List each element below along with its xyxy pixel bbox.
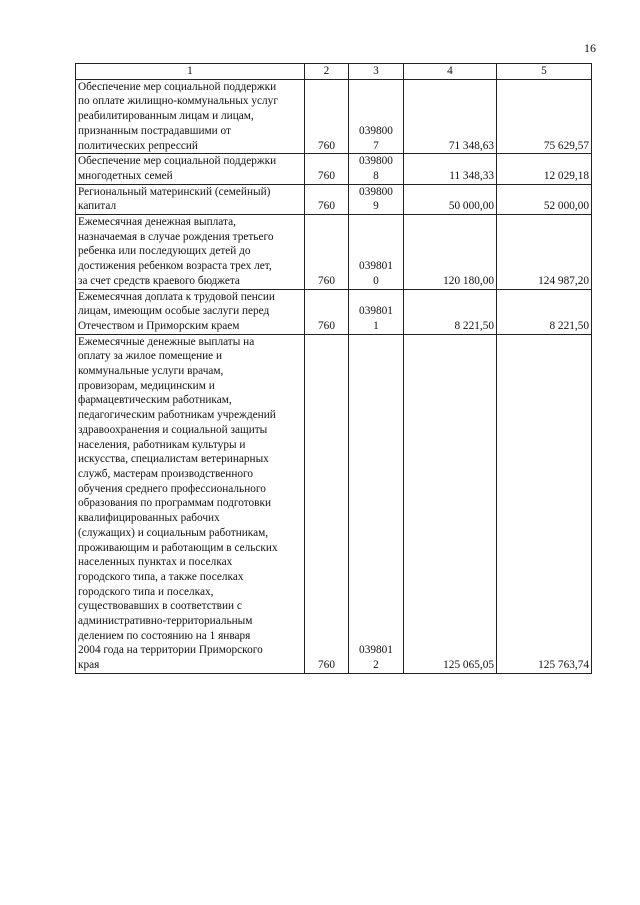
row-name-line: фармацевтическим работникам,	[78, 394, 232, 407]
row-csr-cell	[349, 154, 404, 184]
row-csr-line: 8	[373, 169, 379, 182]
row-name-line: Ежемесячные денежные выплаты на	[78, 335, 255, 348]
row-csr-line: 7	[373, 139, 379, 152]
row-amount-1-cell: 8 221,50	[404, 289, 497, 334]
row-csr-line: 9	[373, 200, 379, 213]
row-csr-line: 039800	[359, 155, 393, 168]
row-name-line: назначаемая в случае рождения третьего	[78, 230, 274, 243]
budget-table	[75, 63, 592, 674]
row-csr-cell	[349, 334, 404, 673]
row-name-line: населенных пунктах и поселках	[78, 556, 233, 569]
row-name-line: ребенка или последующих детей до	[78, 245, 251, 258]
row-csr-line: 0	[373, 274, 379, 287]
row-name-line: Региональный материнский (семейный)	[78, 185, 271, 198]
row-amount-1-cell: 11 348,33	[404, 154, 497, 184]
row-name-line: населения, работникам культуры и	[78, 438, 246, 451]
header-cell-5: 5	[497, 64, 592, 80]
row-csr-cell	[349, 289, 404, 334]
table-row	[76, 289, 592, 334]
row-name-line: капитал	[78, 200, 117, 213]
row-name-line: квалифицированных рабочих	[78, 512, 220, 525]
row-name-cell	[76, 154, 305, 184]
row-name-line: Обеспечение мер социальной поддержки	[78, 155, 277, 168]
row-csr-cell	[349, 184, 404, 214]
row-csr-cell	[349, 215, 404, 290]
row-code-cell: 760	[305, 79, 349, 154]
row-code-cell: 760	[305, 184, 349, 214]
row-name-line: городского типа, а также поселках	[78, 570, 244, 583]
row-csr-line: 039801	[359, 644, 393, 657]
row-csr-line: 039801	[359, 260, 393, 273]
row-name-line: провизорам, медицинским и	[78, 379, 215, 392]
row-name-line: 2004 года на территории Приморского	[78, 644, 263, 657]
row-name-line: образования по программам подготовки	[78, 497, 272, 510]
row-name-line: обучения среднего профессионального	[78, 482, 266, 495]
row-name-line: административно-территориальным	[78, 615, 253, 628]
row-name-line: по оплате жилищно-коммунальных услуг	[78, 95, 278, 108]
row-name-line: проживающим и работающим в сельских	[78, 541, 278, 554]
table-row	[76, 334, 592, 673]
table-row	[76, 154, 592, 184]
row-amount-2-cell: 52 000,00	[497, 184, 592, 214]
row-csr-line: 039800	[359, 124, 393, 137]
row-name-line: политических репрессий	[78, 139, 198, 152]
row-name-cell	[76, 215, 305, 290]
row-name-line: за счет средств краевого бюджета	[78, 274, 240, 287]
row-amount-1-cell: 120 180,00	[404, 215, 497, 290]
row-name-line: здравоохранения и социальной защиты	[78, 423, 268, 436]
row-name-line: реабилитированным лицам и лицам,	[78, 110, 254, 123]
table-row	[76, 215, 592, 290]
table-body	[76, 79, 592, 673]
row-csr-line: 039800	[359, 185, 393, 198]
row-name-cell	[76, 79, 305, 154]
header-row	[76, 64, 592, 80]
row-name-line: Обеспечение мер социальной поддержки	[78, 80, 277, 93]
row-amount-2-cell: 124 987,20	[497, 215, 592, 290]
row-csr-line: 1	[373, 319, 379, 332]
header-cell-2: 2	[305, 64, 349, 80]
row-name-cell	[76, 289, 305, 334]
row-amount-1-cell: 71 348,63	[404, 79, 497, 154]
row-name-line: (служащих) и социальным работникам,	[78, 526, 269, 539]
row-name-line: коммунальные услуги врачам,	[78, 365, 224, 378]
row-name-line: Ежемесячная денежная выплата,	[78, 216, 236, 229]
page-number: 16	[584, 41, 596, 55]
row-amount-1-cell: 50 000,00	[404, 184, 497, 214]
header-cell-4: 4	[404, 64, 497, 80]
row-name-cell	[76, 184, 305, 214]
row-name-cell	[76, 334, 305, 673]
row-name-line: городского типа и поселках,	[78, 585, 214, 598]
row-name-line: признанным пострадавшими от	[78, 124, 231, 137]
row-name-line: Ежемесячная доплата к трудовой пенсии	[78, 290, 275, 303]
row-csr-cell	[349, 79, 404, 154]
row-name-line: лицам, имеющим особые заслуги перед	[78, 305, 270, 318]
header-cell-3: 3	[349, 64, 404, 80]
row-code-cell: 760	[305, 215, 349, 290]
row-name-line: делением по состоянию на 1 января	[78, 629, 251, 642]
row-name-line: Отечеством и Приморским краем	[78, 319, 240, 332]
header-cell-1: 1	[76, 64, 305, 80]
row-csr-line: 039801	[359, 305, 393, 318]
row-name-line: края	[78, 659, 100, 672]
row-name-line: достижения ребенком возраста трех лет,	[78, 260, 272, 273]
row-name-line: существовавших в соответствии с	[78, 600, 242, 613]
row-code-cell: 760	[305, 334, 349, 673]
row-csr-line: 2	[373, 659, 379, 672]
table-row	[76, 184, 592, 214]
table-row	[76, 79, 592, 154]
row-amount-1-cell: 125 065,05	[404, 334, 497, 673]
row-name-line: оплату за жилое помещение и	[78, 350, 223, 363]
row-code-cell: 760	[305, 154, 349, 184]
row-amount-2-cell: 75 629,57	[497, 79, 592, 154]
row-name-line: искусства, специалистам ветеринарных	[78, 453, 269, 466]
row-name-line: служб, мастерам производственного	[78, 467, 254, 480]
row-amount-2-cell: 8 221,50	[497, 289, 592, 334]
row-name-line: многодетных семей	[78, 169, 173, 182]
row-amount-2-cell: 12 029,18	[497, 154, 592, 184]
row-name-line: педагогическим работникам учреждений	[78, 409, 276, 422]
row-amount-2-cell: 125 763,74	[497, 334, 592, 673]
row-code-cell: 760	[305, 289, 349, 334]
